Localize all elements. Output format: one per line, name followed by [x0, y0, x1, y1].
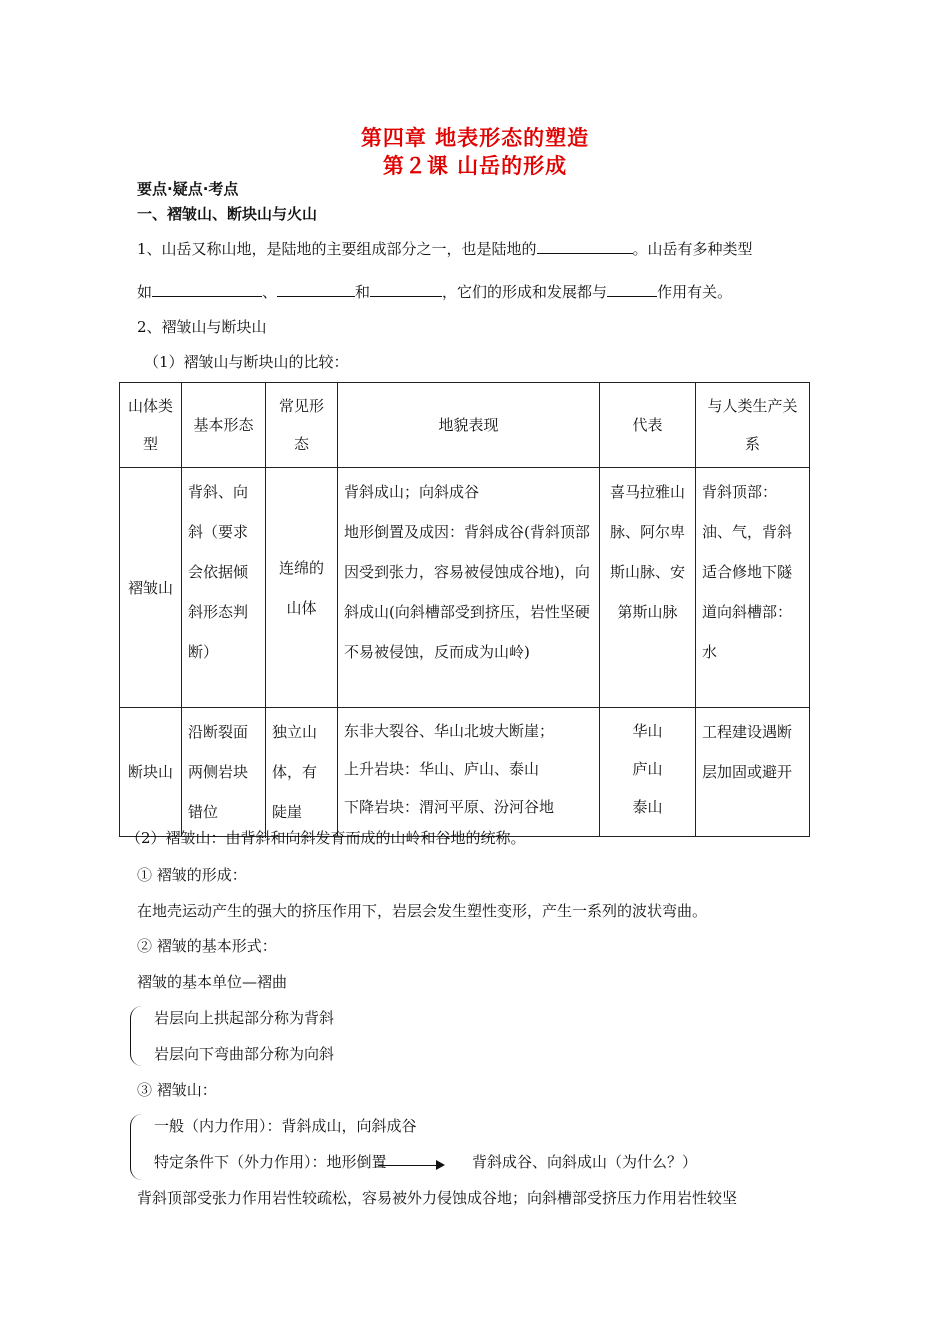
item-2-2: （2）褶皱山：由背斜和向斜发育而成的山岭和谷地的统称。: [126, 829, 526, 847]
brace-1-line-2: 岩层向下弯曲部分称为向斜: [154, 1045, 335, 1063]
sub-1-text: 在地壳运动产生的强大的挤压作用下，岩层会发生塑性变形，产生一系列的波状弯曲。: [137, 902, 708, 920]
cell-type: 褶皱山: [120, 468, 182, 708]
paragraph-text: 。山岳有多种类型: [632, 240, 753, 258]
cell-basic: 沿断裂面两侧岩块错位: [182, 708, 266, 837]
brace-2-line-2b: 背斜成谷、向斜成山（为什么？）: [472, 1153, 698, 1171]
last-line: 背斜顶部受张力作用岩性较疏松，容易被外力侵蚀成谷地；向斜槽部受挤压力作用岩性较坚: [137, 1189, 738, 1207]
cell-type: 断块山: [120, 708, 182, 837]
arrow-right-icon: [436, 1160, 445, 1170]
lesson-title: 第２课 山岳的形成: [382, 154, 568, 178]
item-2: 2、褶皱山与断块山: [137, 318, 267, 336]
fill-blank: [537, 239, 633, 254]
comparison-table: [119, 382, 810, 837]
section-label: 要点·疑点·考点: [137, 180, 239, 198]
example-line: 泰山: [632, 798, 663, 816]
header-cell: 山体类型: [120, 383, 182, 468]
brace-bracket: [130, 1114, 143, 1180]
header-cell: 常见形态: [266, 383, 338, 468]
fill-blank: [607, 282, 657, 297]
sub-2-text: 褶皱的基本单位—褶曲: [137, 973, 288, 991]
paragraph-text: 、: [262, 283, 278, 301]
cell-basic: 背斜、向斜（要求会依据倾斜形态判断）: [182, 468, 266, 708]
cell-common: 独立山体，有陡崖: [266, 708, 338, 837]
table-header-row: [120, 383, 810, 468]
landform-line: 东非大裂谷、华山北坡大断崖；: [344, 722, 555, 740]
header-cell: 地貌表现: [338, 383, 600, 468]
sub-3-title: ③ 褶皱山：: [137, 1081, 217, 1099]
table-row: [120, 468, 810, 708]
cell-examples: 喜马拉雅山脉、阿尔卑斯山脉、安第斯山脉: [600, 468, 696, 708]
brace-1-line-1: 岩层向上拱起部分称为背斜: [154, 1009, 335, 1027]
chapter-title: 第四章 地表形态的塑造: [360, 126, 590, 150]
cell-landform: [338, 708, 600, 837]
landform-line: 地形倒置及成因：背斜成谷(背斜顶部因受到张力，容易被侵蚀成谷地)，向斜成山(向斜槽部受到挤压，岩性坚硬不易被侵蚀，反而成为山岭): [344, 523, 590, 661]
paragraph-text: 如: [137, 283, 153, 301]
paragraph-1-line-2: [137, 281, 732, 302]
cell-relation: 工程建设遇断层加固或避开: [696, 708, 810, 837]
item-2-1: （1）褶皱山与断块山的比较：: [144, 353, 349, 371]
cell-examples: [600, 708, 696, 837]
example-line: 华山: [632, 722, 663, 740]
fill-blank: [370, 282, 442, 297]
paragraph-text: ，它们的形成和发展都与: [442, 283, 608, 301]
header-cell: 基本形态: [182, 383, 266, 468]
header-cell: 与人类生产关系: [696, 383, 810, 468]
brace-bracket: [130, 1006, 143, 1066]
landform-line: 上升岩块：华山、庐山、泰山: [344, 760, 540, 778]
arrow-line: [378, 1165, 438, 1166]
landform-line: 下降岩块：渭河平原、汾河谷地: [344, 798, 555, 816]
paragraph-text: 1、山岳又称山地，是陆地的主要组成部分之一，也是陆地的: [137, 240, 537, 258]
paragraph-text: 作用有关。: [657, 283, 733, 301]
example-line: 庐山: [632, 760, 663, 778]
sub-1-title: ① 褶皱的形成：: [137, 866, 247, 884]
cell-common: 连绵的山体: [266, 468, 338, 708]
brace-2-line-1: 一般（内力作用）：背斜成山，向斜成谷: [154, 1117, 417, 1135]
brace-2-line-2a: 特定条件下（外力作用）：地形倒置: [154, 1153, 387, 1171]
paragraph-text: 和: [355, 283, 371, 301]
header-cell: 代表: [600, 383, 696, 468]
fill-blank: [277, 282, 355, 297]
fill-blank: [152, 282, 262, 297]
table-row: [120, 708, 810, 837]
cell-landform: [338, 468, 600, 708]
landform-line: 背斜成山；向斜成谷: [344, 483, 480, 501]
sub-2-title: ② 褶皱的基本形式：: [137, 937, 277, 955]
cell-relation: 背斜顶部：油、气，背斜适合修地下隧道向斜槽部：水: [696, 468, 810, 708]
section-heading: 一、褶皱山、断块山与火山: [137, 205, 318, 223]
paragraph-1-line-1: [137, 238, 753, 259]
